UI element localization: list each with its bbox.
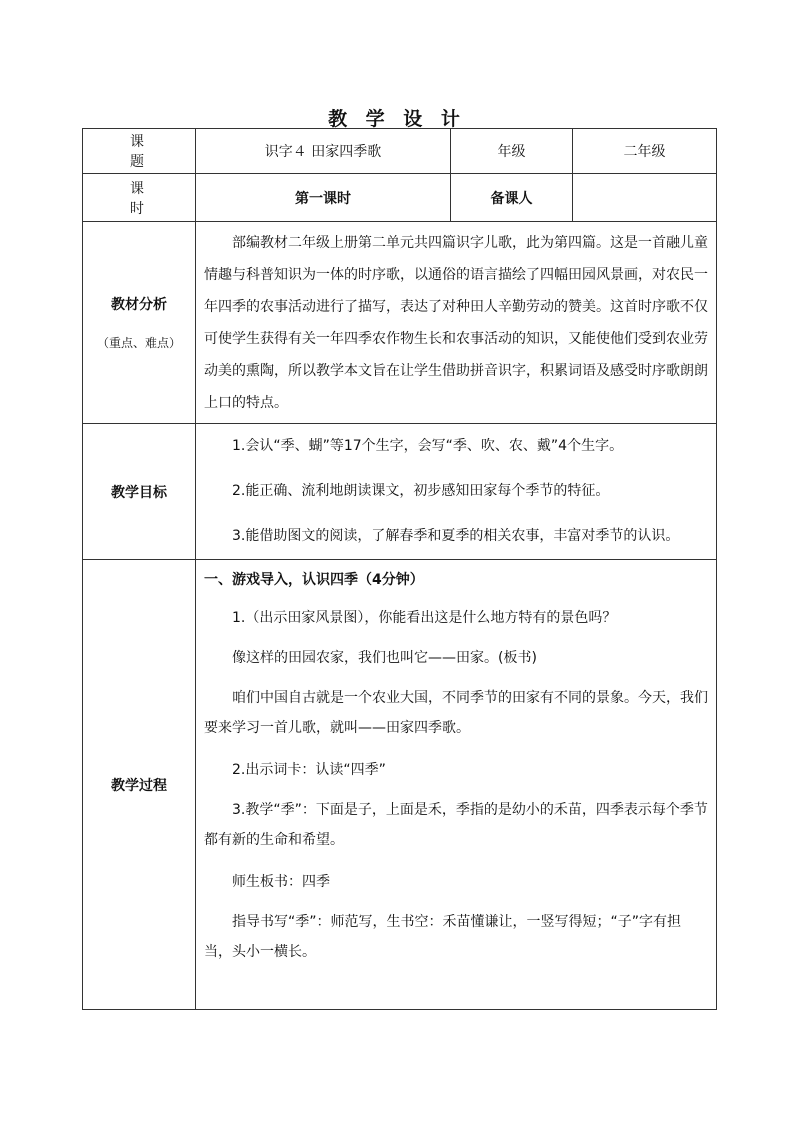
process-line: 3.教学“季”：下面是子，上面是禾，季指的是幼小的禾苗，四季表示每个季节都有新的生命和希望。 xyxy=(204,802,708,848)
process-line: 咱们中国自古就是一个农业大国，不同季节的田家有不同的景象。今天，我们要来学习一首儿歌，就叫——田家四季歌。 xyxy=(204,690,708,736)
table-row xyxy=(83,222,717,424)
goals-label: 教学目标 xyxy=(83,424,196,560)
grade-value: 二年级 xyxy=(573,129,717,174)
process-content-cell xyxy=(196,560,717,1010)
process-line: 2.出示词卡：认读“四季” xyxy=(232,762,386,778)
process-label: 教学过程 xyxy=(83,560,196,1010)
goal-item: 3.能借助图文的阅读，了解春季和夏季的相关农事，丰富对季节的认识。 xyxy=(232,528,680,544)
page-title: 教 学 设 计 xyxy=(328,108,466,130)
process-line: 指导书写“季”：师范写，生书空：禾苗懂谦让，一竖写得短；“子”字有担当，头小一横长。 xyxy=(204,914,682,960)
analysis-label: 教材分析 xyxy=(111,297,167,313)
process-line: 师生板书：四季 xyxy=(232,874,330,890)
goals-content-cell xyxy=(196,424,717,560)
process-line: 1.（出示田家风景图），你能看出这是什么地方特有的景色吗？ xyxy=(232,610,617,626)
process-heading: 一、游戏导入，认识四季（4分钟） xyxy=(204,572,424,588)
goal-item: 1.会认“季、蝴”等17个生字，会写“季、吹、农、戴”4个生字。 xyxy=(232,438,624,454)
preparer-label: 备课人 xyxy=(451,174,573,222)
table-row xyxy=(83,174,717,222)
grade-label: 年级 xyxy=(451,129,573,174)
topic-label: 课 题 xyxy=(83,129,196,174)
period-value: 第一课时 xyxy=(196,174,451,222)
analysis-text: 部编教材二年级上册第二单元共四篇识字儿歌，此为第四篇。这是一首融儿童情趣与科普知识为一体的时序歌，以通俗的语言描绘了四幅田园风景画，对农民一年四季的农事活动进行了描写，表达了对种田人辛勤劳动的赞美。这首时序歌不仅可使学生获得有关一年四季农作物生长和农事活动的知识，又能使他们受到农业劳动美的熏陶，所以教学本文旨在让学生借助拼音识字，积累词语及感受时序歌朗朗上口的特点。 xyxy=(204,234,708,411)
table-row xyxy=(83,560,717,1010)
topic-value: 识字４ 田家四季歌 xyxy=(196,129,451,174)
lesson-plan-table xyxy=(82,128,717,1010)
goal-item: 2.能正确、流利地朗读课文，初步感知田家每个季节的特征。 xyxy=(232,483,610,499)
analysis-label-cell xyxy=(83,222,196,424)
analysis-content-cell xyxy=(196,222,717,424)
preparer-value xyxy=(573,174,717,222)
process-line: 像这样的田园农家，我们也叫它——田家。(板书) xyxy=(232,650,537,666)
table-row xyxy=(83,129,717,174)
table-row xyxy=(83,424,717,560)
analysis-sublabel: （重点、难点） xyxy=(96,336,181,350)
period-label: 课 时 xyxy=(83,174,196,222)
